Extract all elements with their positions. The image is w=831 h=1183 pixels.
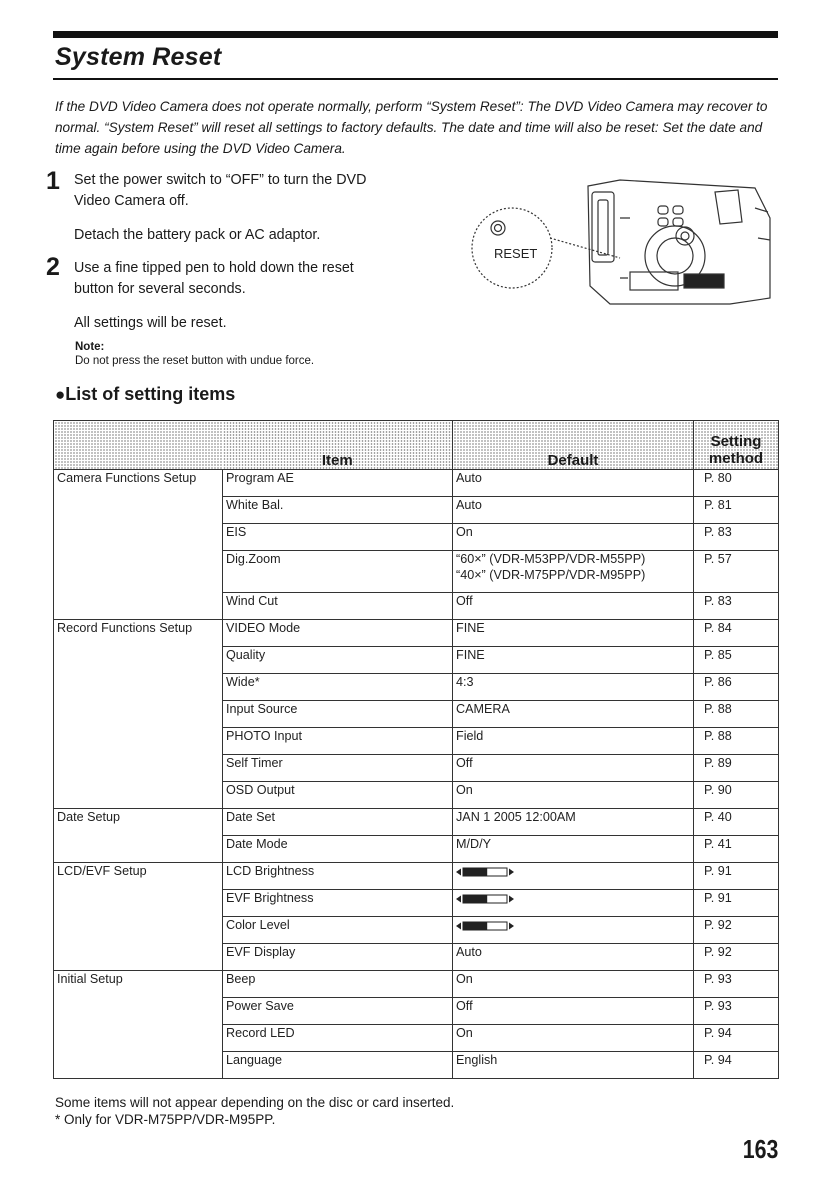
row-default bbox=[453, 782, 694, 809]
row-page-ref: P. 86 bbox=[694, 674, 779, 701]
row-item: Color Level bbox=[223, 917, 453, 944]
row-page-ref: P. 93 bbox=[694, 998, 779, 1025]
row-default-value: JAN 1 2005 12:00AM bbox=[456, 810, 576, 824]
row-category: Date Setup bbox=[54, 809, 223, 836]
row-default bbox=[453, 620, 694, 647]
row-default-value: Off bbox=[456, 594, 473, 608]
table-row bbox=[54, 1052, 779, 1079]
row-default-value: CAMERA bbox=[456, 702, 510, 716]
row-category bbox=[54, 1052, 223, 1079]
step-1-line-1: Set the power switch to “OFF” to turn the DVD bbox=[74, 172, 367, 188]
section-bullet: ● bbox=[55, 385, 66, 404]
row-default bbox=[453, 755, 694, 782]
row-default bbox=[453, 470, 694, 497]
row-page-ref: P. 92 bbox=[694, 917, 779, 944]
row-item: Wide* bbox=[223, 674, 453, 701]
row-default bbox=[453, 497, 694, 524]
row-default-value: 4:3 bbox=[456, 675, 474, 689]
table-row bbox=[54, 890, 779, 917]
row-default bbox=[453, 551, 694, 593]
row-category bbox=[54, 497, 223, 524]
row-page-ref: P. 80 bbox=[694, 470, 779, 497]
footnote-2: * Only for VDR-M75PP/VDR-M95PP. bbox=[55, 1112, 276, 1127]
step-2-line-2: button for several seconds. bbox=[74, 281, 246, 297]
row-page-ref: P. 84 bbox=[694, 620, 779, 647]
row-default-value: FINE bbox=[456, 648, 485, 662]
row-category bbox=[54, 755, 223, 782]
row-default bbox=[453, 524, 694, 551]
row-page-ref: P. 92 bbox=[694, 944, 779, 971]
section-title: List of setting items bbox=[65, 384, 236, 404]
row-page-ref: P. 93 bbox=[694, 971, 779, 998]
row-category bbox=[54, 551, 223, 593]
row-category bbox=[54, 701, 223, 728]
row-default-value: “60×” (VDR-M53PP/VDR-M55PP) bbox=[456, 552, 646, 566]
row-item: White Bal. bbox=[223, 497, 453, 524]
row-default bbox=[453, 728, 694, 755]
row-category bbox=[54, 524, 223, 551]
table-row bbox=[54, 620, 779, 647]
row-default-value: Auto bbox=[456, 498, 482, 512]
row-default-value: On bbox=[456, 525, 473, 539]
row-default bbox=[453, 701, 694, 728]
table-row bbox=[54, 944, 779, 971]
row-category bbox=[54, 782, 223, 809]
row-default bbox=[453, 971, 694, 998]
default-header-label: Default bbox=[547, 452, 599, 469]
row-default bbox=[453, 593, 694, 620]
title-rule bbox=[53, 78, 778, 80]
row-page-ref: P. 41 bbox=[694, 836, 779, 863]
section-heading bbox=[55, 384, 235, 405]
table-row bbox=[54, 674, 779, 701]
reset-label: RESET bbox=[494, 246, 538, 261]
row-item: Input Source bbox=[223, 701, 453, 728]
table-row bbox=[54, 647, 779, 674]
row-item: Dig.Zoom bbox=[223, 551, 453, 593]
intro-paragraph: If the DVD Video Camera does not operate normally, perform “System Reset”: The DVD Video Camera may recover to normal. “System Reset” will reset all settings to factory defaults. The date and time will also be reset: Set the date and time again before using the DVD Video Camera. bbox=[55, 99, 768, 156]
row-page-ref: P. 40 bbox=[694, 809, 779, 836]
step-1-line-2: Video Camera off. bbox=[74, 193, 189, 209]
row-category bbox=[54, 647, 223, 674]
table-row bbox=[54, 524, 779, 551]
row-default bbox=[453, 944, 694, 971]
row-item: LCD Brightness bbox=[223, 863, 453, 890]
row-page-ref: P. 89 bbox=[694, 755, 779, 782]
row-category: Camera Functions Setup bbox=[54, 470, 223, 497]
row-item: EVF Display bbox=[223, 944, 453, 971]
step-2-number: 2 bbox=[46, 253, 60, 281]
row-item: Quality bbox=[223, 647, 453, 674]
table-row bbox=[54, 497, 779, 524]
step-2-line-3: All settings will be reset. bbox=[74, 315, 227, 331]
row-default bbox=[453, 998, 694, 1025]
table-header-row bbox=[54, 421, 779, 470]
camera-reset-illustration bbox=[470, 178, 785, 310]
row-item: OSD Output bbox=[223, 782, 453, 809]
row-page-ref: P. 83 bbox=[694, 524, 779, 551]
row-category bbox=[54, 917, 223, 944]
row-default bbox=[453, 1052, 694, 1079]
row-item: EIS bbox=[223, 524, 453, 551]
row-default bbox=[453, 917, 694, 944]
row-default-value: On bbox=[456, 783, 473, 797]
row-default bbox=[453, 1025, 694, 1052]
row-item: Power Save bbox=[223, 998, 453, 1025]
item-header bbox=[223, 421, 453, 470]
row-default-value: English bbox=[456, 1053, 498, 1067]
row-item: Self Timer bbox=[223, 755, 453, 782]
row-category bbox=[54, 593, 223, 620]
row-item: Beep bbox=[223, 971, 453, 998]
table-row bbox=[54, 782, 779, 809]
row-default-value: On bbox=[456, 1026, 473, 1040]
row-default-value: On bbox=[456, 972, 473, 986]
row-item: Language bbox=[223, 1052, 453, 1079]
step-2-line-1: Use a fine tipped pen to hold down the reset bbox=[74, 260, 354, 276]
method-header bbox=[694, 421, 779, 470]
row-default-value: Field bbox=[456, 729, 484, 743]
row-default bbox=[453, 890, 694, 917]
row-page-ref: P. 83 bbox=[694, 593, 779, 620]
row-default bbox=[453, 809, 694, 836]
row-page-ref: P. 81 bbox=[694, 497, 779, 524]
header-top-bar bbox=[53, 31, 778, 38]
row-category bbox=[54, 890, 223, 917]
settings-table bbox=[53, 420, 779, 1079]
table-row bbox=[54, 701, 779, 728]
row-default bbox=[453, 836, 694, 863]
note-text: Do not press the reset button with undue force. bbox=[75, 355, 315, 367]
row-default-value: FINE bbox=[456, 621, 485, 635]
method-header-line-1: Setting bbox=[710, 433, 762, 450]
item-header-label: Item bbox=[321, 452, 353, 469]
page-number: 163 bbox=[742, 1134, 778, 1164]
row-default bbox=[453, 647, 694, 674]
row-item: EVF Brightness bbox=[223, 890, 453, 917]
row-default-value: Auto bbox=[456, 471, 482, 485]
row-default bbox=[453, 863, 694, 890]
row-default-value: Off bbox=[456, 999, 473, 1013]
row-category: Record Functions Setup bbox=[54, 620, 223, 647]
row-category bbox=[54, 836, 223, 863]
step-1-number: 1 bbox=[46, 167, 60, 195]
table-row bbox=[54, 728, 779, 755]
row-item: Date Mode bbox=[223, 836, 453, 863]
row-item: Program AE bbox=[223, 470, 453, 497]
row-default-value-2: “40×” (VDR-M75PP/VDR-M95PP) bbox=[456, 567, 646, 582]
table-row bbox=[54, 809, 779, 836]
table-row bbox=[54, 755, 779, 782]
table-row bbox=[54, 593, 779, 620]
row-page-ref: P. 88 bbox=[694, 701, 779, 728]
category-header bbox=[54, 421, 223, 470]
table-row bbox=[54, 1025, 779, 1052]
brightness-bar-icon bbox=[456, 866, 514, 878]
row-default-value: M/D/Y bbox=[456, 837, 491, 851]
note-label: Note: bbox=[75, 341, 105, 353]
row-page-ref: P. 94 bbox=[694, 1052, 779, 1079]
brightness-bar-icon bbox=[456, 893, 514, 905]
brightness-bar-icon bbox=[456, 920, 514, 932]
row-item: PHOTO Input bbox=[223, 728, 453, 755]
row-page-ref: P. 94 bbox=[694, 1025, 779, 1052]
row-category bbox=[54, 1025, 223, 1052]
row-page-ref: P. 91 bbox=[694, 863, 779, 890]
table-row bbox=[54, 836, 779, 863]
row-item: Wind Cut bbox=[223, 593, 453, 620]
row-item: Date Set bbox=[223, 809, 453, 836]
table-row bbox=[54, 551, 779, 593]
row-item: VIDEO Mode bbox=[223, 620, 453, 647]
row-page-ref: P. 57 bbox=[694, 551, 779, 593]
row-category bbox=[54, 944, 223, 971]
row-category: Initial Setup bbox=[54, 971, 223, 998]
row-page-ref: P. 85 bbox=[694, 647, 779, 674]
row-page-ref: P. 90 bbox=[694, 782, 779, 809]
row-category bbox=[54, 728, 223, 755]
method-header-line-2: method bbox=[708, 450, 764, 467]
row-category bbox=[54, 674, 223, 701]
table-row bbox=[54, 863, 779, 890]
row-default-value: Off bbox=[456, 756, 473, 770]
table-row bbox=[54, 971, 779, 998]
table-row bbox=[54, 998, 779, 1025]
footnote-1: Some items will not appear depending on the disc or card inserted. bbox=[55, 1095, 455, 1110]
table-row bbox=[54, 917, 779, 944]
row-page-ref: P. 91 bbox=[694, 890, 779, 917]
default-header bbox=[453, 421, 694, 470]
table-row bbox=[54, 470, 779, 497]
row-page-ref: P. 88 bbox=[694, 728, 779, 755]
page-title: System Reset bbox=[55, 43, 222, 71]
row-category bbox=[54, 998, 223, 1025]
row-default-value: Auto bbox=[456, 945, 482, 959]
row-item: Record LED bbox=[223, 1025, 453, 1052]
step-1-line-3: Detach the battery pack or AC adaptor. bbox=[74, 227, 321, 243]
row-default bbox=[453, 674, 694, 701]
row-category: LCD/EVF Setup bbox=[54, 863, 223, 890]
